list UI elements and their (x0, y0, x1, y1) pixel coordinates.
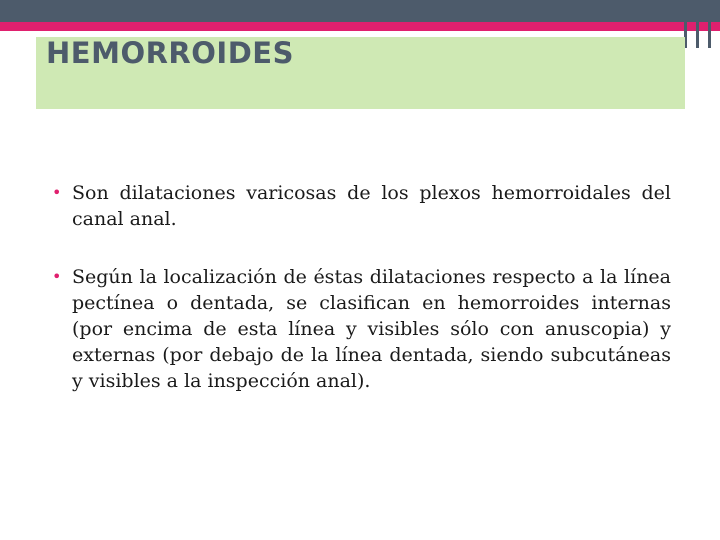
bullet-text: Son dilataciones varicosas de los plexos hemorroidales del canal anal. (72, 182, 671, 230)
bullet-item (50, 264, 671, 394)
slide-title: HEMORROIDES (46, 36, 294, 70)
bullet-icon: • (52, 267, 62, 286)
bullet-item (50, 180, 671, 232)
top-accent-stripe (0, 22, 720, 31)
top-banner-bar (0, 0, 720, 22)
bullet-list (50, 180, 671, 426)
bullet-icon: • (52, 183, 62, 202)
corner-stripes-decoration (680, 0, 720, 48)
bullet-text: Según la localización de éstas dilataciones respecto a la línea pectínea o dentada, se clasifican en hemorroides internas (por encima de esta línea y visibles sólo con anuscopia) y externas (por debajo de la línea dentada, siendo subcutáneas y visibles a la inspección anal). (72, 266, 671, 392)
